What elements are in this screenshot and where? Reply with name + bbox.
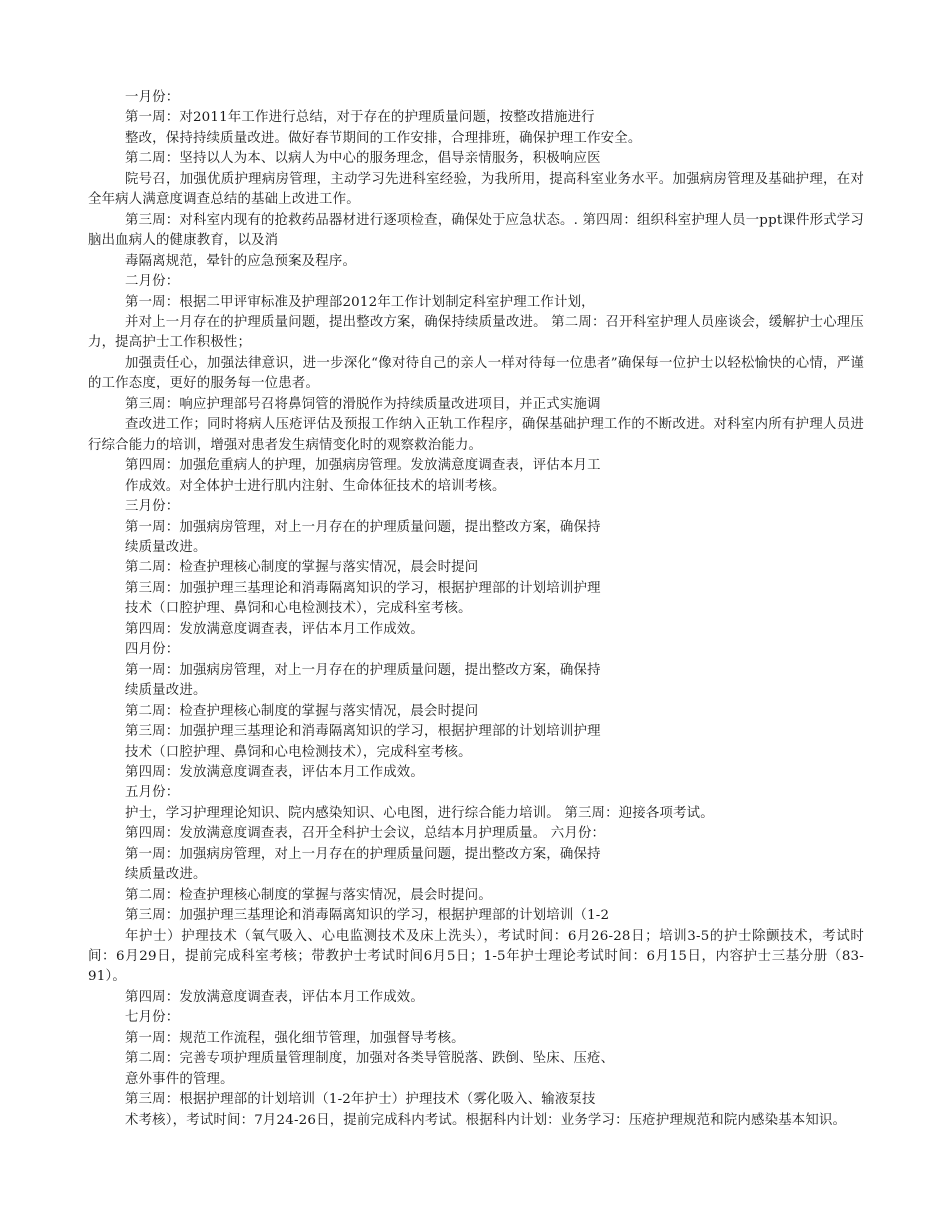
paragraph: 意外事件的管理。: [125, 1071, 234, 1087]
paragraph: 第一周：加强病房管理，对上一月存在的护理质量问题，提出整改方案，确保持: [125, 846, 601, 862]
paragraph: 第四周：加强危重病人的护理，加强病房管理。发放满意度调查表，评估本月工: [125, 458, 601, 474]
paragraph: 第二周：坚持以人为本、以病人为中心的服务理念，倡导亲情服务，积极响应医: [125, 151, 601, 167]
paragraph: 第二周：检查护理核心制度的掌握与落实情况，晨会时提问: [125, 703, 479, 719]
paragraph: 院号召，加强优质护理病房管理，主动学习先进科室经验，为我所用，提高科室业务水平。加强病房管理及基础护理，在对全年病人满意度调查总结的基础上改进工作。: [88, 171, 864, 208]
paragraph: 术考核），考试时间：7月24-26日，提前完成科内考试。根据科内计划：业务学习：压疮护理规范和院内感染基本知识。: [125, 1112, 847, 1128]
paragraph: 第四周：发放满意度调查表，评估本月工作成效。: [125, 621, 424, 637]
paragraph: 作成效。对全体护士进行肌内注射、生命体征技术的培训考核。: [125, 478, 506, 494]
paragraph: 第二周：检查护理核心制度的掌握与落实情况，晨会时提问。: [125, 887, 492, 903]
paragraph: 第四周：发放满意度调查表，评估本月工作成效。: [125, 764, 424, 780]
paragraph: 第二周：检查护理核心制度的掌握与落实情况，晨会时提问: [125, 560, 479, 576]
paragraph: 二月份：: [125, 274, 180, 290]
paragraph: 第一周：加强病房管理，对上一月存在的护理质量问题，提出整改方案，确保持: [125, 662, 601, 678]
paragraph: 年护士）护理技术（氧气吸入、心电监测技术及床上洗头），考试时间：6月26-28日；培训3-5的护士除颤技术，考试时间：6月29日，提前完成科室考核；带教护士考试时间6月5日；1-5年护士理论考试时间：6月15日，内容护士三基分册（83-91）。: [88, 928, 864, 985]
paragraph: 第一周：根据二甲评审标准及护理部2012年工作计划制定科室护理工作计划，: [125, 294, 595, 310]
document-page: [88, 88, 864, 1131]
paragraph: 第三周：加强护理三基理论和消毒隔离知识的学习，根据护理部的计划培训护理: [125, 724, 601, 740]
paragraph: 技术（口腔护理、鼻饲和心电检测技术），完成科室考核。: [125, 601, 472, 617]
paragraph: 第三周：响应护理部号召将鼻饲管的滑脱作为持续质量改进项目，并正式实施调: [125, 396, 601, 412]
paragraph: 七月份：: [125, 1010, 180, 1026]
paragraph: 续质量改进。: [125, 539, 207, 555]
paragraph: 第一周：加强病房管理，对上一月存在的护理质量问题，提出整改方案，确保持: [125, 519, 601, 535]
paragraph: 毒隔离规范，晕针的应急预案及程序。: [125, 253, 357, 269]
paragraph: 并对上一月存在的护理质量问题，提出整改方案，确保持续质量改进。 第二周：召开科室护理人员座谈会，缓解护士心理压力，提高护士工作积极性；: [88, 314, 864, 351]
paragraph: 第三周：根据护理部的计划培训（1-2年护士）护理技术（雾化吸入、输液泵技: [125, 1092, 596, 1108]
paragraph: 第四周：发放满意度调查表，评估本月工作成效。: [125, 989, 424, 1005]
paragraph: 护士，学习护理理论知识、院内感染知识、心电图，进行综合能力培训。 第三周：迎接各项考试。: [125, 805, 714, 821]
paragraph: 技术（口腔护理、鼻饲和心电检测技术），完成科室考核。: [125, 744, 472, 760]
paragraph: 第一周：对2011年工作进行总结，对于存在的护理质量问题，按整改措施进行: [125, 110, 595, 126]
paragraph: 续质量改进。: [125, 683, 207, 699]
paragraph: 第三周：对科室内现有的抢救药品器材进行逐项检查，确保处于应急状态。. 第四周：组织科室护理人员一ppt课件形式学习脑出血病人的健康教育，以及消: [88, 212, 864, 249]
paragraph: 整改，保持持续质量改进。做好春节期间的工作安排，合理排班，确保护理工作安全。: [125, 130, 642, 146]
paragraph: 续质量改进。: [125, 867, 207, 883]
paragraph: 加强责任心，加强法律意识，进一步深化“像对待自己的亲人一样对待每一位患者”确保每一位护士以轻松愉快的心情，严谨的工作态度，更好的服务每一位患者。: [88, 355, 864, 392]
paragraph: 三月份：: [125, 499, 180, 515]
paragraph: 第四周：发放满意度调查表，召开全科护士会议，总结本月护理质量。 六月份：: [125, 826, 606, 842]
paragraph: 第一周：规范工作流程，强化细节管理，加强督导考核。: [125, 1030, 465, 1046]
paragraph: 五月份：: [125, 785, 180, 801]
paragraph: 第三周：加强护理三基理论和消毒隔离知识的学习，根据护理部的计划培训护理: [125, 580, 601, 596]
paragraph: 第二周：完善专项护理质量管理制度，加强对各类导管脱落、跌倒、坠床、压疮、: [125, 1051, 615, 1067]
paragraph: 四月份：: [125, 642, 180, 658]
paragraph: 一月份：: [125, 90, 180, 105]
paragraph: 第三周：加强护理三基理论和消毒隔离知识的学习，根据护理部的计划培训（1-2: [125, 908, 610, 924]
paragraph: 查改进工作；同时将病人压疮评估及预报工作纳入正轨工作程序，确保基础护理工作的不断改进。对科室内所有护理人员进行综合能力的培训，增强对患者发生病情变化时的观察救治能力。: [88, 417, 864, 453]
